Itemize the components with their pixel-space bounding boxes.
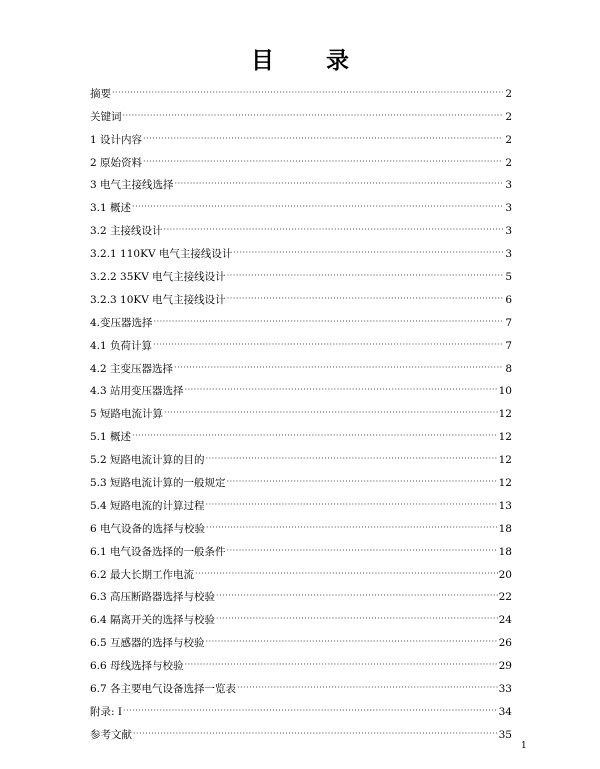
toc-dot-leader	[112, 86, 503, 99]
toc-entry-page: 13	[498, 499, 512, 512]
toc-entry	[90, 444, 512, 467]
toc-entry	[90, 192, 512, 215]
toc-entry-label: 参考文献	[90, 728, 132, 741]
toc-entry-label: 6 电气设备的选择与校验	[90, 522, 206, 535]
table-of-contents	[90, 78, 512, 742]
toc-entry	[90, 124, 512, 147]
toc-entry	[90, 353, 512, 376]
toc-entry	[90, 147, 512, 170]
toc-entry	[90, 467, 512, 490]
toc-entry-page: 12	[498, 454, 512, 467]
toc-entry-page: 3	[505, 202, 512, 215]
toc-entry	[90, 330, 512, 353]
toc-entry-page: 2	[505, 133, 512, 146]
toc-entry	[90, 582, 512, 605]
toc-entry-label: 1 设计内容	[90, 133, 143, 146]
toc-entry-label: 4.变压器选择	[90, 316, 153, 329]
toc-entry-label: 5.2 短路电流计算的目的	[90, 454, 205, 467]
toc-entry-page: 2	[505, 87, 512, 100]
toc-entry-page: 35	[498, 728, 512, 741]
toc-dot-leader	[132, 200, 503, 213]
toc-entry	[90, 536, 512, 559]
toc-entry	[90, 604, 512, 627]
toc-dot-leader	[216, 589, 498, 602]
toc-dot-leader	[123, 109, 504, 122]
toc-dot-leader	[123, 704, 498, 717]
toc-dot-leader	[175, 177, 503, 190]
toc-entry-page: 3	[505, 248, 512, 261]
toc-entry-page: 6	[505, 293, 512, 306]
toc-entry	[90, 284, 512, 307]
toc-dot-leader	[174, 361, 503, 374]
toc-entry-label: 4.1 负荷计算	[90, 339, 153, 352]
page-number: 1	[521, 741, 527, 751]
toc-entry-label: 3.2.1 110KV 电气主接线设计	[90, 248, 233, 261]
toc-entry	[90, 513, 512, 536]
toc-entry-page: 10	[498, 385, 512, 398]
toc-entry	[90, 398, 512, 421]
toc-entry-page: 34	[498, 705, 512, 718]
toc-entry-page: 7	[505, 316, 512, 329]
toc-entry-page: 2	[505, 110, 512, 123]
toc-entry-page: 18	[498, 522, 512, 535]
toc-entry-page: 24	[498, 614, 512, 627]
toc-entry-label: 摘要	[90, 87, 111, 100]
toc-dot-leader	[185, 383, 498, 396]
toc-entry	[90, 559, 512, 582]
toc-entry	[90, 215, 512, 238]
toc-entry-label: 5.3 短路电流计算的一般规定	[90, 477, 226, 490]
toc-entry	[90, 170, 512, 193]
toc-entry-page: 33	[498, 683, 512, 696]
toc-dot-leader	[227, 544, 498, 557]
toc-entry-label: 关键词	[90, 110, 122, 123]
toc-dot-leader	[233, 246, 503, 259]
toc-entry	[90, 78, 512, 101]
toc-entry	[90, 696, 512, 719]
toc-entry-label: 6.7 各主要电气设备选择一览表	[90, 683, 237, 696]
toc-entry-page: 2	[505, 156, 512, 169]
toc-entry-label: 6.4 隔离开关的选择与校验	[90, 614, 216, 627]
toc-entry-label: 4.2 主变压器选择	[90, 362, 174, 375]
toc-dot-leader	[143, 132, 503, 145]
toc-entry-page: 8	[505, 362, 512, 375]
toc-dot-leader	[185, 658, 498, 671]
toc-entry-page: 12	[498, 408, 512, 421]
toc-dot-leader	[227, 292, 503, 305]
toc-dot-leader	[143, 155, 503, 168]
toc-dot-leader	[206, 498, 498, 511]
toc-entry-page: 20	[498, 568, 512, 581]
toc-dot-leader	[154, 315, 503, 328]
toc-entry-label: 3.2 主接线设计	[90, 225, 163, 238]
toc-dot-leader	[133, 727, 498, 740]
toc-dot-leader	[227, 475, 498, 488]
toc-entry-page: 29	[498, 660, 512, 673]
toc-entry-label: 6.1 电气设备选择的一般条件	[90, 545, 226, 558]
toc-entry-page: 12	[498, 431, 512, 444]
toc-dot-leader	[227, 269, 503, 282]
toc-entry-label: 3.2.3 10KV 电气主接线设计	[90, 293, 226, 306]
toc-entry-label: 3.1 概述	[90, 202, 132, 215]
toc-entry-label: 附录: Ⅰ	[90, 705, 123, 718]
toc-entry-label: 6.6 母线选择与校验	[90, 660, 184, 673]
toc-entry	[90, 307, 512, 330]
toc-entry-page: 26	[498, 637, 512, 650]
toc-entry-label: 2 原始资料	[90, 156, 143, 169]
toc-entry-label: 6.5 互感器的选择与校验	[90, 637, 205, 650]
toc-entry-page: 3	[505, 225, 512, 238]
toc-entry	[90, 421, 512, 444]
toc-entry-page: 5	[505, 271, 512, 284]
toc-entry-page: 7	[505, 339, 512, 352]
toc-entry-page: 3	[505, 179, 512, 192]
toc-entry	[90, 101, 512, 124]
toc-entry-label: 3 电气主接线选择	[90, 179, 174, 192]
toc-dot-leader	[206, 452, 498, 465]
toc-entry	[90, 261, 512, 284]
toc-entry	[90, 650, 512, 673]
toc-entry	[90, 673, 512, 696]
toc-entry-page: 12	[498, 477, 512, 490]
toc-entry-label: 5 短路电流计算	[90, 408, 164, 421]
toc-entry-label: 4.3 站用变压器选择	[90, 385, 184, 398]
toc-entry	[90, 719, 512, 742]
toc-dot-leader	[164, 223, 503, 236]
toc-dot-leader	[195, 567, 498, 580]
toc-entry	[90, 490, 512, 513]
toc-dot-leader	[164, 406, 498, 419]
toc-entry-label: 6.3 高压断路器选择与校验	[90, 591, 216, 604]
toc-entry-page: 22	[498, 591, 512, 604]
toc-dot-leader	[132, 429, 498, 442]
toc-dot-leader	[153, 338, 503, 351]
toc-entry-label: 5.4 短路电流的计算过程	[90, 499, 205, 512]
toc-entry	[90, 238, 512, 261]
toc-entry-label: 3.2.2 35KV 电气主接线设计	[90, 271, 226, 284]
toc-entry-page: 18	[498, 545, 512, 558]
toc-entry-label: 5.1 概述	[90, 431, 132, 444]
toc-entry-label: 6.2 最大长期工作电流	[90, 568, 195, 581]
page-title: 目 录	[250, 48, 371, 74]
toc-entry	[90, 376, 512, 399]
toc-dot-leader	[237, 681, 498, 694]
toc-entry	[90, 627, 512, 650]
toc-dot-leader	[206, 521, 498, 534]
toc-dot-leader	[216, 612, 498, 625]
toc-dot-leader	[206, 635, 498, 648]
